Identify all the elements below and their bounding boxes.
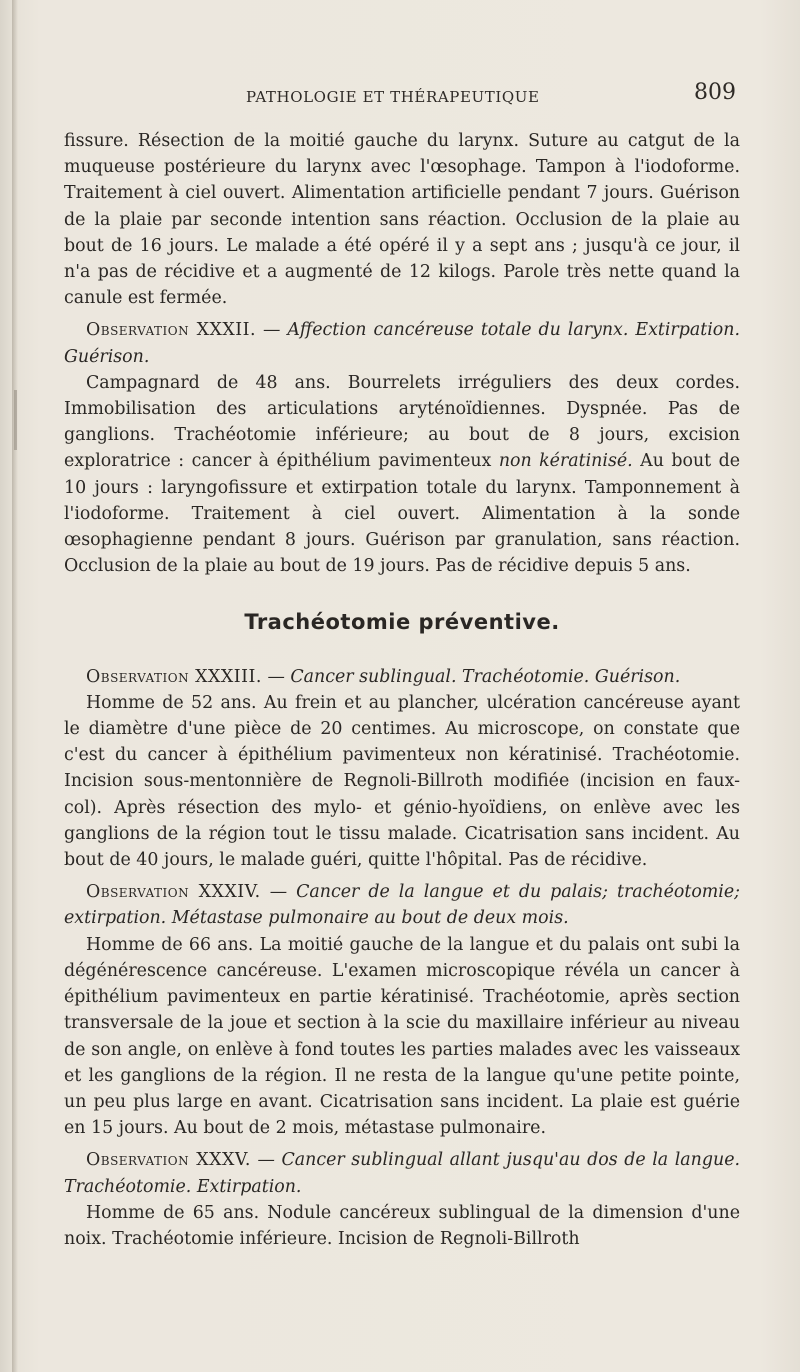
margin-mark [14,390,17,450]
observation-label: Observation XXXIV. [86,882,261,903]
observation-32-text [64,370,740,580]
intro-paragraph: fissure. Résection de la moitié gauche du larynx. Suture au catgut de la muqueuse postérieure du larynx avec l'œsophage. Tampon à l'iodoforme. Traitement à ciel ouvert. Alimentation artificielle pendant 7 jours. Guérison de la plaie par seconde intention sans réaction. Occlusion de la plaie au bout de 16 jours. Le malade a été opéré il y a sept ans ; jusqu'à ce jour, il n'a pas de récidive et a augmenté de 12 kilogs. Parole très nette quand la canule est fermée. [64,131,740,309]
observation-34-text: Homme de 66 ans. La moitié gauche de la langue et du palais ont subi la dégénérescence cancéreuse. L'examen microscopique révéla un cancer à épithélium pavimenteux en partie kératinisé. Trachéotomie, après section transversale de la joue et section à la scie du maxillaire inférieur au niveau de son angle, on enlève à fond toutes les parties malades avec les vaisseaux et les ganglions de la région. Il ne resta de la langue qu'une petite pointe, un peu plus large en avant. Cicatrisation sans incident. La plaie est guérie en 15 jours. Au bout de 2 mois, métastase pulmonaire. [64,934,740,1139]
observation-text: Campagnard de 48 ans. Bourrelets irréguliers des deux cordes. Immobilisation des articulations aryténoïdiennes. Dyspnée. Pas de ganglions. Trachéotomie inférieure; au bout de 8 jours, excision exploratrice : cancer à épithélium pavimenteux [64,372,740,472]
observation-35-text: Homme de 65 ans. Nodule cancéreux sublingual de la dimension d'une noix. Trachéotomie inférieure. Incision de Regnoli-Billroth [64,1202,740,1249]
observation-33-text: Homme de 52 ans. Au frein et au plancher, ulcération cancéreuse ayant le diamètre d'une pièce de 20 centimes. Au microscope, on constate que c'est du cancer à épithélium pavimenteux non kératinisé. Trachéotomie. Incision sous-mentonnière de Regnoli-Billroth modifiée (incision en faux-col). Après résection des mylo- et génio-hyoïdiens, on enlève avec les ganglions de la région tout le tissu malade. Cicatrisation sans incident. Au bout de 40 jours, le malade guéri, quitte l'hôpital. Pas de récidive. [64,692,740,871]
observation-34-heading [64,879,740,931]
observation-text-end: Au bout de 10 jours : laryngofissure et extirpation totale du larynx. Tamponnement à l'iodoforme. Traitement à ciel ouvert. Alimentation à la sonde œsophagienne pendant 8 jours. Guérison par granulation, sans réaction. Occlusion de la plaie au bout de 19 jours. Pas de récidive depuis 5 ans. [64,451,741,577]
body-text [64,128,740,1252]
observation-title: — Affection cancéreuse totale du larynx. Extirpation. Guérison. [64,320,740,367]
observation-title: — Cancer de la langue et du palais; trachéotomie; extirpation. Métastase pulmonaire au bout de deux mois. [64,882,740,929]
observation-33-heading [64,664,740,690]
running-head: PATHOLOGIE ET THÉRAPEUTIQUE [246,88,540,106]
observation-label: Observation XXXII. [86,320,256,341]
observation-label: Observation XXXIII. [86,666,262,687]
observation-35-heading [64,1147,740,1199]
observation-label: Observation XXXV. [86,1150,251,1171]
section-title: Trachéotomie préventive. [244,610,560,635]
observation-title: — Cancer sublingual allant jusqu'au dos de la langue. Trachéotomie. Extirpation. [64,1150,741,1197]
page-binding-shadow [12,0,18,1372]
observation-title: — Cancer sublingual. Trachéotomie. Guérison. [267,666,681,687]
page-header [0,80,800,116]
observation-italic-text: non kératinisé. [498,451,633,472]
observation-32-heading [64,317,740,369]
page-number: 809 [694,80,736,105]
